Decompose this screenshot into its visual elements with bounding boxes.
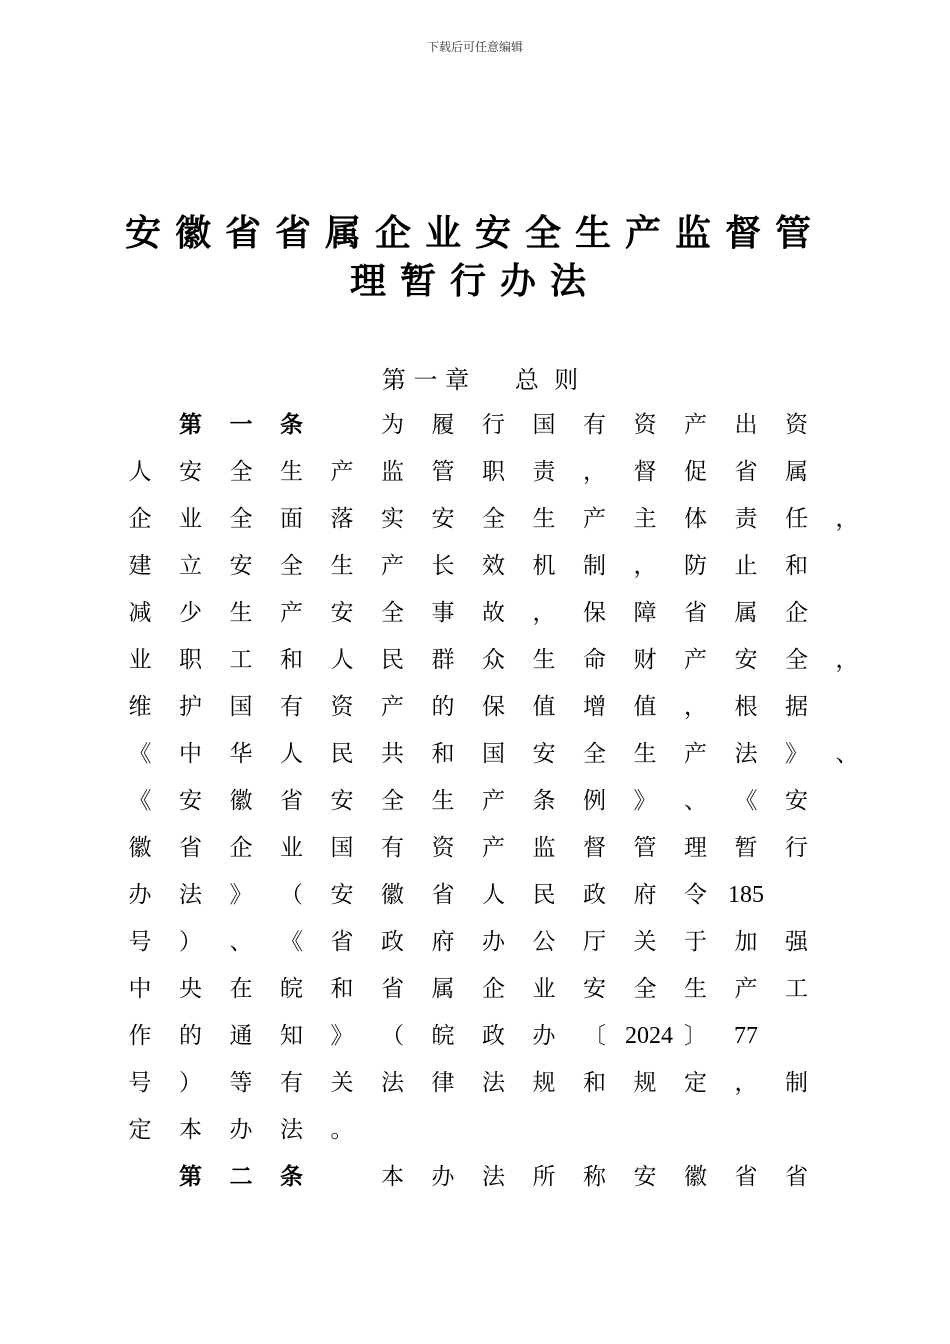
text-char: 知 (280, 1023, 303, 1049)
text-char: 省 (381, 976, 404, 1002)
text-char: 央 (179, 976, 202, 1002)
text-char: 《 (734, 788, 758, 814)
text-char: 安 (179, 788, 202, 814)
text-char: 人 (330, 647, 354, 673)
text-char: 保 (583, 600, 606, 626)
text-char: ， (532, 600, 556, 626)
text-char: 和 (431, 741, 455, 767)
text-char: 省 (179, 835, 202, 861)
text-char: 徽 (684, 1164, 707, 1190)
text-char: 众 (482, 647, 505, 673)
text-char: 通 (229, 1023, 253, 1049)
text-char: 办 (431, 1164, 455, 1190)
text-char: 《 (128, 741, 152, 767)
text-char: 业 (128, 647, 152, 673)
text-char: 政 (381, 929, 404, 955)
text-char: 省 (734, 459, 758, 485)
text-char: 和 (330, 976, 354, 1002)
text-char: 关 (330, 1070, 354, 1096)
text-char: 《 (280, 929, 303, 955)
text-char: 定 (128, 1117, 152, 1143)
text-char: 产 (381, 694, 404, 720)
text-char: 徽 (128, 835, 152, 861)
text-char: ， (734, 1070, 758, 1096)
text-char: 有 (280, 694, 303, 720)
text-char: 面 (280, 506, 303, 532)
text-char: 减 (128, 600, 152, 626)
text-char: 体 (684, 506, 707, 532)
text-char: 故 (482, 600, 505, 626)
text-char: 安 (633, 1164, 657, 1190)
chapter-heading: 第 一 章 总 则 (381, 366, 579, 394)
text-char: 规 (532, 1070, 556, 1096)
text-char: 皖 (280, 976, 303, 1002)
text-char: 安 (229, 553, 253, 579)
text-char: 主 (633, 506, 657, 532)
text-char: 产 (684, 741, 707, 767)
text-char: 办 (229, 1117, 253, 1143)
text-char: 厅 (583, 929, 606, 955)
text-char: 立 (179, 553, 202, 579)
text-char: 产 (330, 459, 354, 485)
text-char: 责 (532, 459, 556, 485)
article-label-char: 第 (179, 412, 202, 438)
body-line (0, 593, 950, 633)
text-char: 企 (482, 976, 505, 1002)
text-char: 属 (431, 976, 455, 1002)
text-char: 号 (128, 1070, 152, 1096)
document-title-line-1: 安徽省省属企业安全生产监督管 (124, 213, 825, 254)
text-char: 例 (583, 788, 606, 814)
text-char: 条 (532, 788, 556, 814)
body-line (0, 1110, 950, 1150)
text-char: 府 (431, 929, 455, 955)
text-char: ， (633, 553, 657, 579)
body-line (0, 499, 950, 539)
text-char: 行 (482, 412, 505, 438)
text-char: 生 (684, 976, 707, 1002)
text-char: 资 (330, 694, 354, 720)
text-char: 。 (330, 1117, 354, 1143)
text-char: 产 (280, 600, 303, 626)
text-char: 法 (482, 1070, 505, 1096)
text-char: 护 (179, 694, 202, 720)
text-char: ， (583, 459, 606, 485)
body-line (0, 875, 950, 915)
text-char: 机 (532, 553, 556, 579)
text-char: 法 (381, 1070, 404, 1096)
body-line (0, 546, 950, 586)
text-char: 政 (482, 1023, 505, 1049)
text-char: 和 (583, 1070, 606, 1096)
text-char: 效 (482, 553, 505, 579)
text-char: （ (381, 1023, 404, 1049)
text-char: 律 (431, 1070, 455, 1096)
text-char: 徽 (229, 788, 253, 814)
text-char: 华 (229, 741, 253, 767)
article-label-char: 一 (229, 412, 253, 438)
text-char: 有 (381, 835, 404, 861)
text-char: 职 (482, 459, 505, 485)
text-char: 出 (734, 412, 758, 438)
text-char: 安 (532, 741, 556, 767)
text-char: 《 (128, 788, 152, 814)
text-char: 安 (785, 788, 808, 814)
text-char: 省 (684, 600, 707, 626)
text-char: 督 (583, 835, 606, 861)
text-char: 理 (684, 835, 707, 861)
text-char: 安 (431, 506, 455, 532)
text-char: 止 (734, 553, 758, 579)
text-char: 人 (128, 459, 152, 485)
text-char: 全 (482, 506, 505, 532)
text-char: 办 (482, 929, 505, 955)
body-line (0, 922, 950, 962)
text-char: 生 (280, 459, 303, 485)
text-char: 中 (128, 976, 152, 1002)
text-char: 全 (229, 506, 253, 532)
article-label-char: 条 (280, 412, 303, 438)
text-char: 长 (431, 553, 455, 579)
text-char: 法 (734, 741, 758, 767)
text-char: 保 (482, 694, 505, 720)
text-char: 属 (785, 459, 808, 485)
text-char: 省 (431, 882, 455, 908)
text-char: 制 (785, 1070, 808, 1096)
text-char: 履 (431, 412, 455, 438)
text-char: （ (280, 882, 303, 908)
text-char: 业 (280, 835, 303, 861)
text-char: 群 (431, 647, 455, 673)
text-char: 企 (128, 506, 152, 532)
text-char: 国 (482, 741, 505, 767)
text-char: ） (179, 1070, 202, 1096)
text-char: 监 (532, 835, 556, 861)
text-char: 产 (684, 412, 707, 438)
text-char: 省 (785, 1164, 808, 1190)
text-char: 全 (633, 976, 657, 1002)
text-char: 值 (532, 694, 556, 720)
text-char: 〔 (583, 1023, 606, 1049)
article-label-char: 二 (229, 1164, 253, 1190)
text-char: 规 (633, 1070, 657, 1096)
text-char: 在 (229, 976, 253, 1002)
text-char: 安 (583, 976, 606, 1002)
text-char: 企 (229, 835, 253, 861)
article-label-char: 条 (280, 1164, 303, 1190)
text-char: 障 (633, 600, 657, 626)
text-char: 省 (734, 1164, 758, 1190)
text-char: 生 (532, 647, 556, 673)
text-char: 任 (785, 506, 808, 532)
text-char: 民 (532, 882, 556, 908)
text-char: 人 (280, 741, 303, 767)
text-char: 和 (785, 553, 808, 579)
text-char: 》 (330, 1023, 354, 1049)
header-note: 下载后可任意编辑 (426, 40, 523, 54)
body-line (0, 1063, 950, 1103)
text-char: 全 (229, 459, 253, 485)
text-char: 所 (532, 1164, 556, 1190)
text-char: 有 (280, 1070, 303, 1096)
text-char: 全 (785, 647, 808, 673)
text-char: 安 (330, 882, 354, 908)
text-char: 属 (734, 600, 758, 626)
text-char: 国 (229, 694, 253, 720)
text-char: 》 (785, 741, 808, 767)
text-char: 据 (785, 694, 808, 720)
text-char: 产 (684, 647, 707, 673)
text-char: 》 (229, 882, 253, 908)
text-char: 实 (381, 506, 404, 532)
text-char: 全 (381, 788, 404, 814)
text-char: 民 (330, 741, 354, 767)
text-char: 法 (280, 1117, 303, 1143)
text-char: 加 (734, 929, 758, 955)
text-char: 、 (835, 741, 859, 767)
body-line (0, 828, 950, 868)
body-line (0, 640, 950, 680)
text-char: 的 (431, 694, 455, 720)
body-line (0, 781, 950, 821)
body-line (0, 405, 950, 445)
text-char: 暂 (734, 835, 758, 861)
text-char: 强 (785, 929, 808, 955)
text-char: ， (684, 694, 707, 720)
text-char: 于 (684, 929, 707, 955)
text-char: 职 (179, 647, 202, 673)
text-char: 民 (381, 647, 404, 673)
text-char: 工 (229, 647, 253, 673)
text-char: 产 (482, 788, 505, 814)
text-char: 和 (280, 647, 303, 673)
text-char: 行 (785, 835, 808, 861)
text-char: 令 (684, 882, 707, 908)
text-char: 中 (179, 741, 202, 767)
text-char: 》 (633, 788, 657, 814)
text-char: 安 (734, 647, 758, 673)
body-line (0, 452, 950, 492)
text-char: 资 (633, 412, 657, 438)
text-char: 值 (633, 694, 657, 720)
text-char: ， (835, 647, 859, 673)
text-char: 促 (684, 459, 707, 485)
text-char: 作 (128, 1023, 152, 1049)
text-char: 命 (583, 647, 606, 673)
text-char: 、 (229, 929, 253, 955)
text-char: 人 (482, 882, 505, 908)
document-title-line-2: 理暂行办法 (349, 261, 600, 302)
text-char: 防 (684, 553, 707, 579)
body-line (0, 969, 950, 1009)
text-char: 省 (280, 788, 303, 814)
text-char: 工 (785, 976, 808, 1002)
text-char: 责 (734, 506, 758, 532)
text-char: 本 (381, 1164, 404, 1190)
text-char: 关 (633, 929, 657, 955)
text-char: 徽 (381, 882, 404, 908)
body-line (0, 687, 950, 727)
text-char: 维 (128, 694, 152, 720)
text-char: 督 (633, 459, 657, 485)
text-char: 皖 (431, 1023, 455, 1049)
text-char: 生 (229, 600, 253, 626)
text-char: 185 (728, 882, 764, 908)
text-char: 府 (633, 882, 657, 908)
body-line (0, 1016, 950, 1056)
text-char: 根 (734, 694, 758, 720)
text-char: 安 (179, 459, 202, 485)
text-char: 办 (532, 1023, 556, 1049)
text-char: 业 (179, 506, 202, 532)
text-char: 管 (633, 835, 657, 861)
text-char: 全 (280, 553, 303, 579)
text-char: 省 (330, 929, 354, 955)
text-char: 监 (381, 459, 404, 485)
text-char: 为 (381, 412, 404, 438)
text-char: 国 (330, 835, 354, 861)
body-line (0, 1157, 950, 1197)
text-char: 生 (431, 788, 455, 814)
document-title (100, 210, 850, 306)
text-char: 称 (583, 1164, 606, 1190)
text-char: 少 (179, 600, 202, 626)
text-char: 等 (229, 1070, 253, 1096)
text-char: 生 (532, 506, 556, 532)
text-char: 企 (785, 600, 808, 626)
text-char: 号 (128, 929, 152, 955)
article-label-char: 第 (179, 1164, 202, 1190)
text-char: 全 (583, 741, 606, 767)
text-char: 产 (734, 976, 758, 1002)
text-char: 办 (128, 882, 152, 908)
text-char: 建 (128, 553, 152, 579)
text-char: 2024 (625, 1023, 673, 1049)
text-char: 、 (684, 788, 707, 814)
text-char: 资 (785, 412, 808, 438)
text-char: 〕 (684, 1023, 707, 1049)
text-char: 法 (179, 882, 202, 908)
body-line (0, 734, 950, 774)
text-char: 产 (482, 835, 505, 861)
text-char: 77 (734, 1023, 758, 1049)
text-char: 有 (583, 412, 606, 438)
text-char: ， (835, 506, 859, 532)
text-char: 业 (532, 976, 556, 1002)
text-char: 定 (684, 1070, 707, 1096)
text-char: 的 (179, 1023, 202, 1049)
text-char: 全 (381, 600, 404, 626)
text-char: 财 (633, 647, 657, 673)
text-char: 法 (482, 1164, 505, 1190)
text-char: 事 (431, 600, 455, 626)
text-char: 政 (583, 882, 606, 908)
text-char: 增 (583, 694, 606, 720)
text-char: 本 (179, 1117, 202, 1143)
text-char: 落 (330, 506, 354, 532)
text-char: 制 (583, 553, 606, 579)
text-char: 生 (633, 741, 657, 767)
text-char: 生 (330, 553, 354, 579)
text-char: 安 (330, 788, 354, 814)
text-char: 公 (532, 929, 556, 955)
text-char: 资 (431, 835, 455, 861)
text-char: 产 (583, 506, 606, 532)
text-char: ） (179, 929, 202, 955)
text-char: 产 (381, 553, 404, 579)
text-char: 管 (431, 459, 455, 485)
text-char: 国 (532, 412, 556, 438)
text-char: 安 (330, 600, 354, 626)
text-char: 共 (381, 741, 404, 767)
